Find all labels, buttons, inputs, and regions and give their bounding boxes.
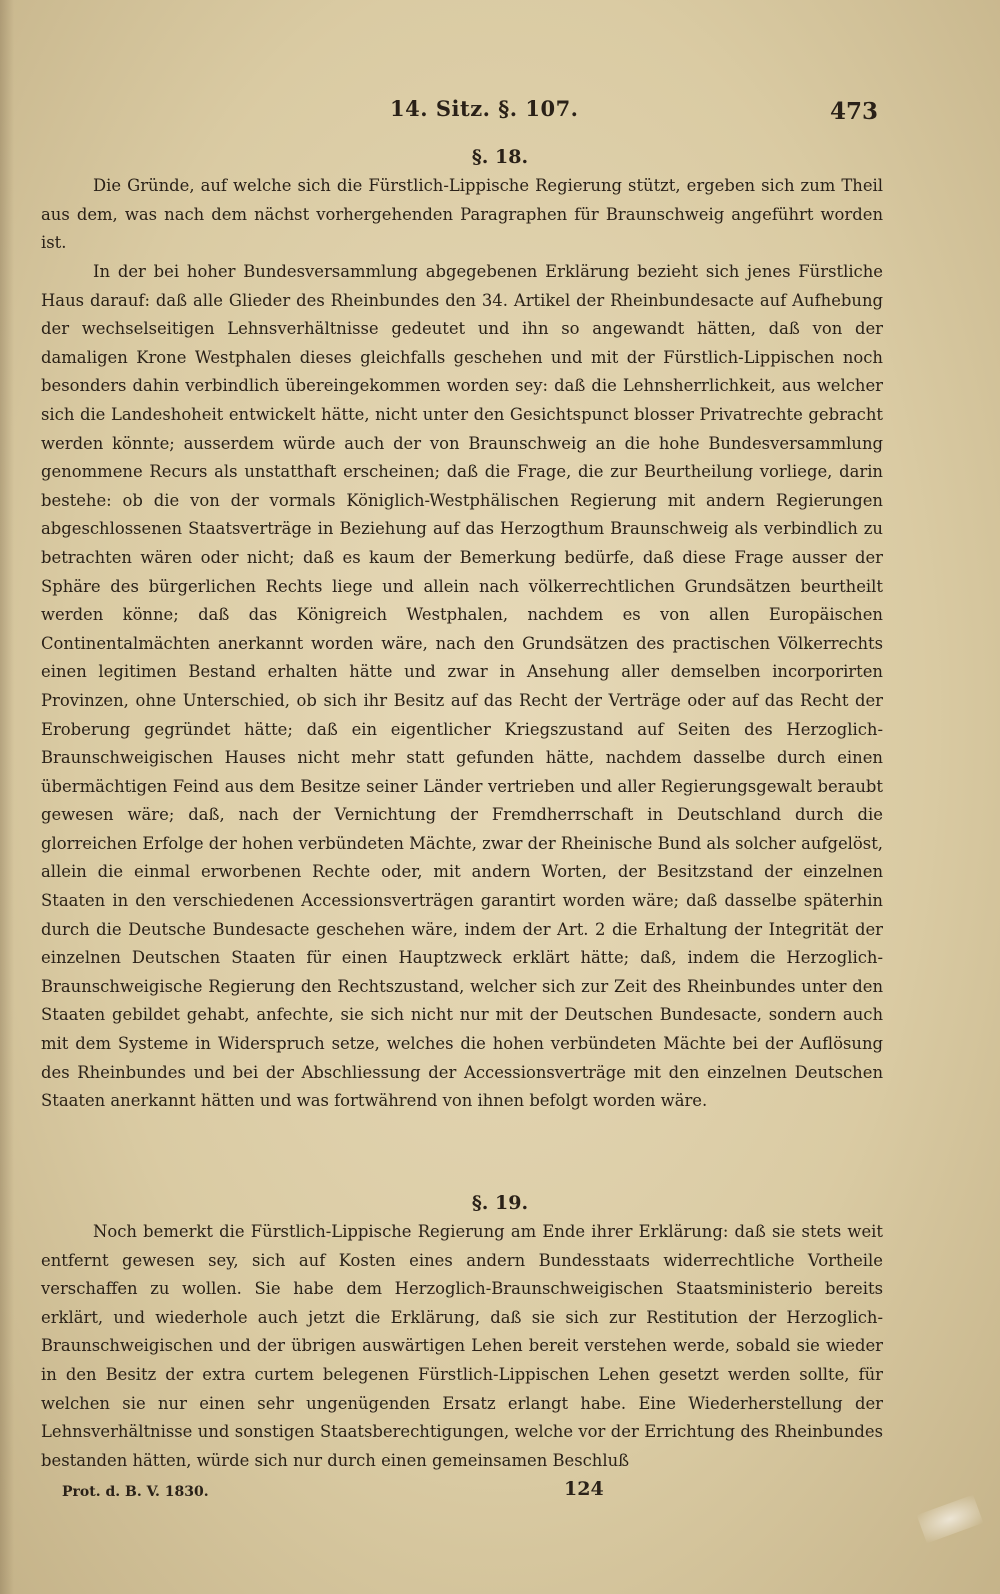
section-heading-18: §. 18. bbox=[471, 146, 529, 168]
section-heading-19: §. 19. bbox=[471, 1192, 529, 1214]
paragraph-19-1: Noch bemerkt die Fürstlich-Lippische Regierung am Ende ihrer Erklärung: daß sie stets weit entfernt gewesen sey, sich auf Kosten eines andern Bundesstaats widerrechtliche Vortheile verschaffen zu wollen. Sie habe dem Herzoglich-Braunschweigischen Staatsministerio bereits erklärt, und wiederhole auch jetzt die Erklärung, daß sie sich zur Restitution der Herzoglich-Braunschweigischen und der übrigen auswärtigen Lehen bereit verstehen werde, sobald sie wieder in den Besitz der extra curtem belegenen Fürstlich-Lippischen Lehen gesetzt werden sollte, für welchen sie nur einen sehr ungenügenden Ersatz erlangt habe. Eine Wiederherstellung der Lehnsverhältnisse und sonstigen Staatsberechtigungen, welche vor der Errichtung des Rheinbundes bestanden hätten, würde sich nur durch einen gemeinsamen Beschluß bbox=[41, 1222, 883, 1470]
page-header bbox=[0, 96, 1000, 130]
page-footer bbox=[0, 1478, 1000, 1508]
footer-signature: Prot. d. B. V. 1830. bbox=[62, 1484, 209, 1500]
page-number: 473 bbox=[829, 98, 878, 125]
paragraph-18-1: Die Gründe, auf welche sich die Fürstlich-Lippische Regierung stützt, ergeben sich zum Theil aus dem, was nach dem nächst vorhergehenden Paragraphen für Braunschweig angeführt worden ist. bbox=[41, 176, 883, 253]
paragraph-18-2: In der bei hoher Bundesversammlung abgegebenen Erklärung bezieht sich jenes Fürstliche Haus darauf: daß alle Glieder des Rheinbundes den 34. Artikel der Rheinbundesacte auf Aufhebung der wechselseitigen Lehnsverhältnisse gedeutet und ihn so angewandt hätten, daß von der damaligen Krone Westphalen dieses gleichfalls geschehen und mit der Fürstlich-Lippischen noch besonders dahin verbindlich übereingekommen worden sey: daß die Lehnsherrlichkeit, aus welcher sich die Landeshoheit entwickelt hätte, nicht unter den Gesichtspunct blosser Privatrechte gebracht werden könnte; ausserdem würde auch der von Braunschweig an die hohe Bundesversammlung genommene Recurs als unstatthaft erscheinen; daß die Frage, die zur Beurtheilung vorliege, darin bestehe: ob die von der vormals Königlich-Westphälischen Regierung mit andern Regierungen abgeschlossenen Staatsverträge in Beziehung auf das Herzogthum Braunschweig als verbindlich zu betrachten wären oder nicht; daß es kaum der Bemerkung bedürfe, daß diese Frage ausser der Sphäre des bürgerlichen Rechts liege und allein nach völkerrechtlichen Grundsätzen beurtheilt werden könne; daß das Königreich Westphalen, nachdem es von allen Europäischen Continentalmächten anerkannt worden wäre, nach den Grundsätzen des practischen Völkerrechts einen legitimen Bestand erhalten hätte und zwar in Ansehung aller demselben incorporirten Provinzen, ohne Unterschied, ob sich ihr Besitz auf das Recht der Verträge oder auf das Recht der Eroberung gegründet hätte; daß ein eigentlicher Kriegszustand auf Seiten des Herzoglich-Braunschweigischen Hauses nicht mehr statt gefunden hätte, nachdem dasselbe durch einen übermächtigen Feind aus dem Besitze seiner Länder vertrieben und aller Regierungsgewalt beraubt gewesen wäre; daß, nach der Vernichtung der Fremdherrschaft in Deutschland durch die glorreichen Erfolge der hohen verbündeten Mächte, zwar der Rheinische Bund als solcher aufgelöst, allein die einmal erworbenen Rechte oder, mit andern Worten, der Besitzstand der einzelnen Staaten in den verschiedenen Accessionsverträgen garantirt worden wäre; daß dasselbe späterhin durch die Deutsche Bundesacte geschehen wäre, indem der Art. 2 die Erhaltung der Integrität der einzelnen Deutschen Staaten für einen Hauptzweck erklärt hätte; daß, indem die Herzoglich-Braunschweigische Regierung den Rechtszustand, welcher sich zur Zeit des Rheinbundes unter den Staaten gebildet gehabt, anfechte, sie sich nicht nur mit der Deutschen Bundesacte, sondern auch mit dem Systeme in Widerspruch setze, welches die hohen verbündeten Mächte bei der Auflösung des Rheinbundes und bei der Abschliessung der Accessionsverträge mit den einzelnen Deutschen Staaten anerkannt hätten und was fortwährend von ihnen befolgt worden wäre. bbox=[41, 262, 883, 1111]
running-head: 14. Sitz. §. 107. bbox=[390, 96, 579, 121]
sheet-number: 124 bbox=[564, 1478, 604, 1500]
page-binding-shadow bbox=[0, 0, 14, 1594]
